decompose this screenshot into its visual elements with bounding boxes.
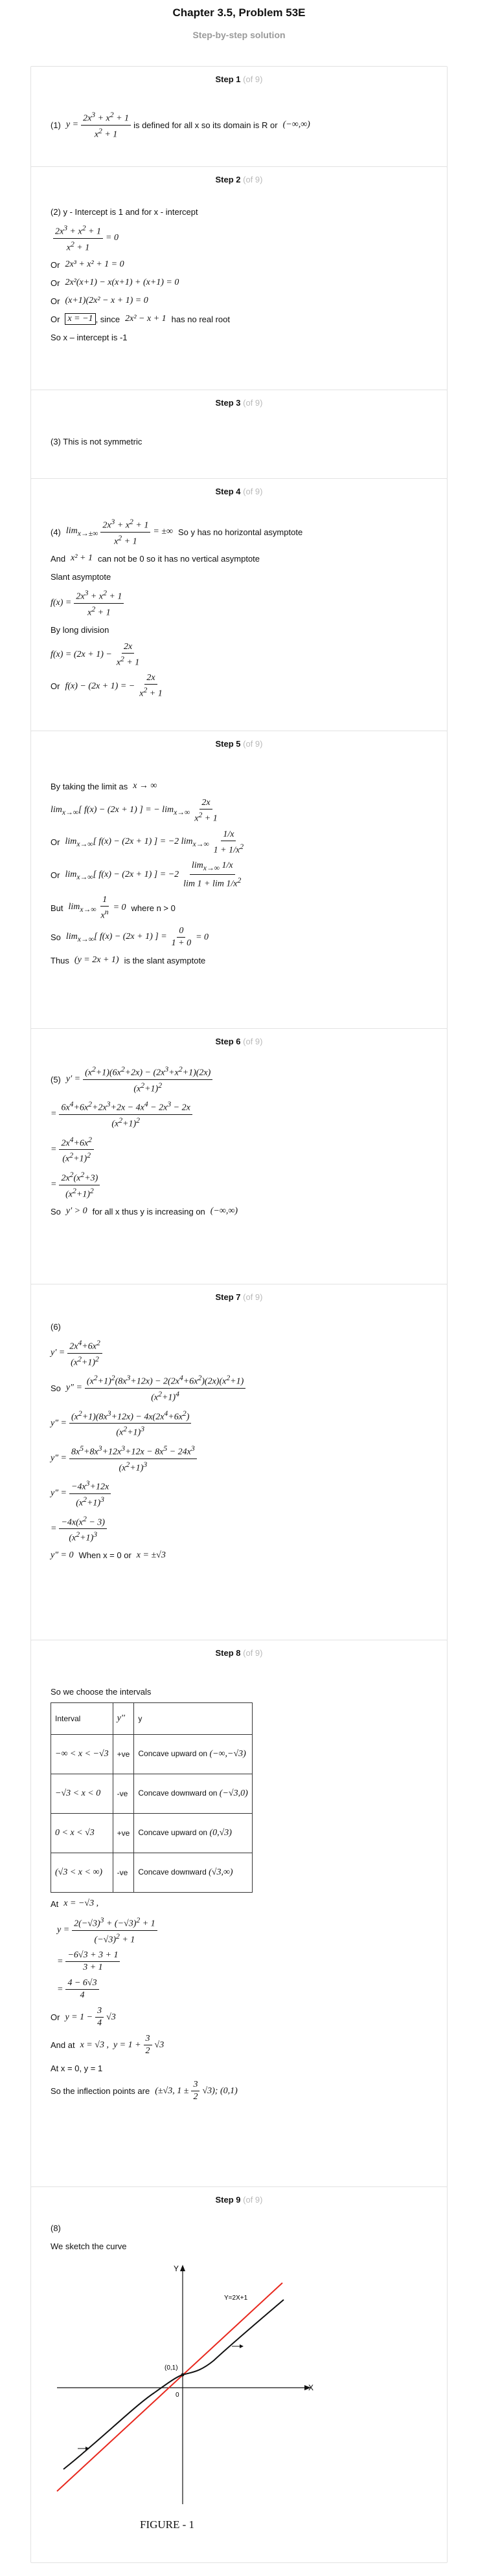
curve-sketch	[44, 2263, 316, 2509]
step-3-panel	[30, 390, 448, 479]
step-4-label: Step 4 (of 9)	[215, 487, 263, 496]
step-2-panel	[30, 166, 448, 391]
step-9-label: Step 9 (of 9)	[215, 2195, 263, 2205]
step-6-label: Step 6 (of 9)	[215, 1037, 263, 1046]
table-row: −√3 < x < 0 -ve Concave downward on (−√3,0)	[51, 1774, 253, 1814]
table-header: y	[134, 1703, 252, 1735]
step-7-label: Step 7 (of 9)	[215, 1292, 263, 1302]
step-8-panel	[30, 1640, 448, 2188]
table-row: (√3 < x < ∞) -ve Concave downward (√3,∞)	[51, 1853, 253, 1893]
step-1-label: Step 1 (of 9)	[215, 74, 263, 84]
step-5-panel	[30, 731, 448, 1029]
table-header: y''	[113, 1703, 134, 1735]
page-title: Chapter 3.5, Problem 53E	[172, 6, 306, 19]
step-1-panel	[30, 66, 448, 168]
step-6-panel	[30, 1028, 448, 1285]
x-axis-label: X	[308, 2383, 314, 2392]
y-axis-arrow	[180, 2265, 185, 2271]
step-2-label: Step 2 (of 9)	[215, 175, 263, 184]
step-5-content: By taking the limit as x → ∞ $\lim_{x\to\infty}$[ f(x) − (2x + 1) ] = − $\lim_{x\to\infty}$ $\frac{2x}{x^2 + 1}$ Or $\lim_{x\to\infty}$[ f(x) − (2x + 1) ] = −2 $\lim_{x\to\infty}$ $\frac{1/x}{1 + 1/x^2}$ Or $\lim_{x\to\infty}$[ f(x) − (2x + 1) ] = −2 $\frac{\lim_{x\to\infty} 1/x}{\lim 1 + \lim 1/x^2}$ But $\lim_{x\to\infty}$ $\frac{1}{x^n}$ = 0 where n > 0 So $\lim_{x\to\infty}$[ f(x) − (2x + 1) ] = $\frac{0}{1 + 0}$ = 0 Thus (y = 2x + 1) is the slant asymptote	[51, 781, 244, 965]
step-4-panel	[30, 478, 448, 732]
step-9-panel	[30, 2186, 448, 2563]
step-7-panel	[30, 1284, 448, 1641]
step-4-content: (4) $\lim_{x\to\pm\infty}$ $\frac{2x^3 + x^2 + 1}{x^2 + 1}$ = ±∞ So y has no horizontal asymptote And x² + 1 can not be 0 so it has no vertical asymptote Slant asymptote f(x) = $\frac{2x^3 + x^2 + 1}{x^2 + 1}$ By long division f(x) = (2x + 1) − $\frac{2x}{x^2 + 1}$ Or f(x) − (2x + 1) = − $\frac{2x}{x^2 + 1}$	[51, 518, 303, 699]
asymptote-label: Y=2X+1	[224, 2295, 248, 2302]
table-header: Interval	[51, 1703, 113, 1735]
step-3-label: Step 3 (of 9)	[215, 398, 263, 408]
origin-label: 0	[176, 2392, 179, 2399]
slant-asymptote-line	[57, 2283, 282, 2491]
step-7-content: (6) y′ = $\frac{2x^4+6x^2}{(x^2+1)^2}$ So y″ = $\frac{(x^2+1)^2(8x^3+12x) - 2(2x^4+6x^2)(2x)(x^2+1)}{(x^2+1)^4}$ y″ = $\frac{(x^2+1)(8x^3+12x) - 4x(2x^4+6x^2)}{(x^2+1)^3}$ y″ = $\frac{8x^5+8x^3+12x^3+12x - 8x^5 - 24x^3}{(x^2+1)^3}$ y″ = $\frac{-4x^3+12x}{(x^2+1)^3}$ = $\frac{-4x(x^2 - 3)}{(x^2+1)^3}$ y″ = 0 When x = 0 or x = ±√3	[51, 1316, 434, 1567]
table-row: 0 < x < √3 +ve Concave upward on (0,√3)	[51, 1814, 253, 1853]
step-5-label: Step 5 (of 9)	[215, 739, 263, 749]
step-3-content: (3) This is not symmetric	[51, 436, 142, 446]
page-header	[0, 0, 478, 44]
step-9-content: (8) We sketch the curve	[51, 2223, 127, 2251]
point-label: (0,1)	[165, 2364, 178, 2372]
figure-caption: FIGURE - 1	[140, 2518, 195, 2531]
step-8-content: So we choose the intervals Interval y'' y −∞ < x < −√3 +ve Concave upward on (−∞,−√3) −√3 < x < 0 -ve Concave downward on (−√3,0) 0 < x < √3 +ve Concave upward on (0,√3) (√3 < x < ∞) -ve Concave downward (√3,∞) At x = −√3 , y = $\frac{2(-√3)^3 + (-√3)^2 + 1}{(-√3)^2 + 1}$ = $\frac{-6√3 + 3 + 1}{3 + 1}$ = $\frac{4 - 6√3}{4}$ Or y = 1 − $\frac{3}{4}$ √3 And at x = √3 , y = 1 + $\frac{3}{2}$ √3 At x = 0, y = 1 So the inflection points are (±√3, 1 ± $\frac{3}{2}$ √3); (0,1)	[51, 1680, 434, 2107]
table-row: −∞ < x < −√3 +ve Concave upward on (−∞,−√3)	[51, 1735, 253, 1774]
function-curve	[63, 2300, 284, 2469]
step-1-content: (1) y = $\frac{2x^3 + x^2 + 1}{x^2 + 1}$ is defined for all x so its domain is R or (−∞,∞)	[51, 111, 310, 140]
y-axis-label: Y	[174, 2264, 179, 2273]
step-6-content: (5) y′ = $\frac{(x^2+1)(6x^2+2x) - (2x^3+x^2+1)(2x)}{(x^2+1)^2}$ = $\frac{6x^4+6x^2+2x^3+2x - 4x^4 - 2x^3 - 2x}{(x^2+1)^2}$ = $\frac{2x^4+6x^2}{(x^2+1)^2}$ = $\frac{2x^2(x^2+3)}{(x^2+1)^2}$ So y′ > 0 for all x thus y is increasing on (−∞,∞)	[51, 1065, 238, 1216]
interval-table	[51, 1702, 253, 1893]
arrow-right-head-icon	[240, 2344, 244, 2348]
inflection-point	[181, 2373, 185, 2377]
step-8-label: Step 8 (of 9)	[215, 1648, 263, 1658]
step-2-content: (2) y - Intercept is 1 and for x - intercept $\frac{2x^3 + x^2 + 1}{x^2 + 1}$ = 0 Or 2x³ + x² + 1 = 0 Or 2x²(x+1) − x(x+1) + (x+1) = 0 Or (x+1)(2x² − x + 1) = 0 Or x = −1 , since 2x² − x + 1 has no real root So x – intercept is -1	[51, 206, 231, 342]
page-subtitle: Step-by-step solution	[192, 30, 286, 40]
